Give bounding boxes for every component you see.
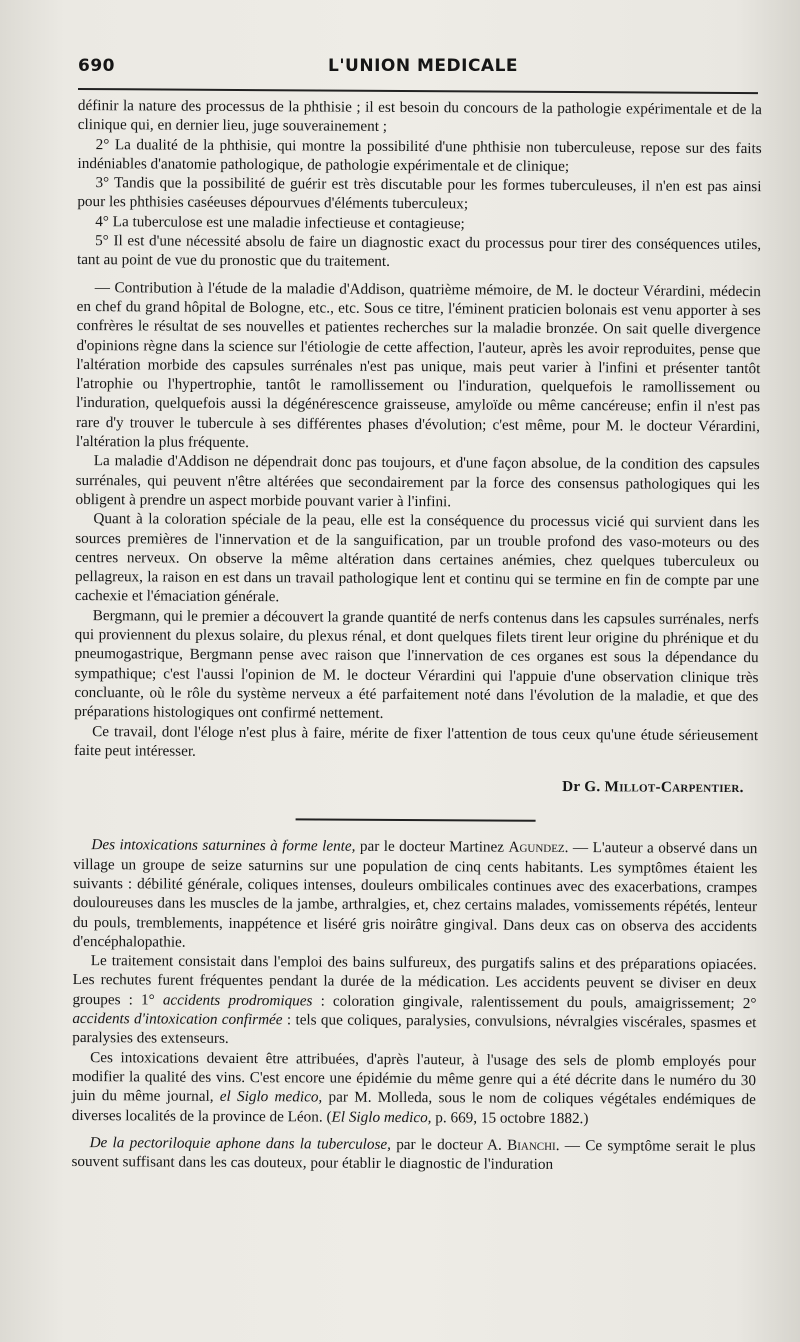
byline: par le docteur A.	[396, 1135, 502, 1154]
byline: par le docteur Martinez	[359, 838, 505, 857]
paragraph	[72, 951, 757, 1052]
header-rule	[78, 88, 758, 94]
paragraph-text: Ces intoxications devaient être attribuées, d'après l'auteur, à l'usage des sels de plomb employés pour modifier la qualité des vins. C'est encore une épidémie du même genre qui a été décrite dans le numéro du 30 juin du même journal,	[71, 1048, 757, 1106]
italic-term: accidents d'intoxication confirmée	[72, 1010, 283, 1029]
journal-title: L'UNION MEDICALE	[328, 56, 519, 76]
paragraph-text: — Ce symptôme serait le plus souvent suffisant dans les cas douteux, pour établir le diagnostic de l'induration	[71, 1136, 756, 1174]
author-name: Agundez.	[508, 839, 569, 857]
journal-citation: El Siglo medico,	[331, 1108, 432, 1126]
paragraph-text: : coloration gingivale, ralentissement du pouls, amaigrissement; 2°	[320, 992, 757, 1012]
paragraph-text: : tels que coliques, paralysies, convulsions, névralgies viscérales, spasmes et paralysies des extenseurs.	[72, 1011, 757, 1048]
signature-prefix: Dr G.	[562, 778, 601, 796]
page-header	[78, 56, 758, 86]
paragraph: Ce travail, dont l'éloge n'est plus à faire, mérite de fixer l'attention de tous ceux qu'une étude sérieusement faite peut intéresser.	[73, 722, 759, 760]
paragraph: Quant à la coloration spéciale de la peau, elle est la conséquence du processus vicié qui survient dans les sources premières de l'innervation et de la sanguification, par un trouble profond des vaso-moteurs ou des centres nerveux. On observe la même altération dans certaines anémies, chez quelques tuberculeux ou pellagreux, la raison en est dans un travail pathologique lent et continu qui se termine en fin de compte par une cachexie et l'émaciation générale.	[74, 510, 760, 606]
paragraph-text: — L'auteur a observé dans un village un groupe de seize saturnins sur une population de cinq cents habitants. Les symptômes étaient les suivants : débilité générale, coliques intenses, douleurs ombilicales continues avec des exacerbations, crampes douloureuses dans les muscles de la jambe, arthralgies, et, chez certains malades, vomissements répétés, lenteur du pouls, tremblements, inappétence et liséré gris noirâtre gingival. Dans deux cas on observa des accidents d'encéphalopathie.	[72, 839, 758, 951]
signature	[74, 774, 744, 797]
paragraph: définir la nature des processus de la phthisie ; il est besoin du concours de la pathologie expérimentale et de la clinique qui, en dernier lieu, juge souverainement ;	[77, 96, 762, 136]
page-number: 690	[78, 56, 115, 76]
paragraph-text: par M. Molleda, sous le nom de coliques végétales endémiques de diverses localités de la province de Léon. (	[71, 1088, 756, 1126]
paragraph-text: p. 669, 15 octobre 1882.)	[435, 1108, 589, 1127]
paragraph	[72, 1048, 756, 1129]
journal-citation: el Siglo medico,	[219, 1088, 323, 1106]
paragraph: 4° La tuberculose est une maladie infectieuse et contagieuse;	[95, 212, 465, 233]
paragraph: 5° Il est d'une nécessité absolu de faire un diagnostic exact du processus pour tirer des conséquences utiles, tant au point de vue du pronostic que du traitement.	[76, 232, 762, 271]
paragraph: — Contribution à l'étude de la maladie d'Addison, quatrième mémoire, de M. le docteur Vérardini, médecin en chef du grand hôpital de Bologne, etc., etc. Sous ce titre, l'éminent praticien bolonais est venu apporter à ses confrères le résultat de ses nouvelles et patientes recherches sur la maladie bronzée. On sait quelle divergence d'opinions règne dans la science sur l'étiologie de cette affection, l'auteur, après les avoir reproduites, pense que l'altération morbide des capsules surrénales n'est pas unique, mais peut varier à l'infini et présenter tantôt l'atrophie ou l'hypertrophie, tantôt le ramollissement ou l'induration, quelquefois le ramollissement ou l'induration, quelquefois aussi la dégénérescence graisseuse, amyloïde ou même cancéreuse; enfin il n'est pas rare d'y trouver le tubercule à ses différentes phases d'évolution; c'est même, pour M. le docteur Vérardini, l'altération la plus fréquente.	[75, 278, 761, 452]
paragraph-text: Le traitement consistait dans l'emploi des bains sulfureux, des purgatifs salins et des préparations opiacées. Les rechutes furent fréquentes pendant la durée de la médication. Les accidents peuvent se diviser en deux groupes : 1°	[72, 952, 757, 1009]
paragraph: Bergmann, qui le premier a découvert la grande quantité de nerfs contenus dans les capsules surrénales, nerfs qui proviennent du plexus solaire, du plexus rénal, et dont quelques filets tirent leur origine du phrénique et du pneumogastrique, Bergmann pense avec raison que l'innervation de ces organes est sous la dépendance du sympathique; c'est l'aussi l'opinion de M. le docteur Vérardini qui l'appuie d'une observation clinique très concluante, où le rôle du système nerveux a été parfaitement noté dans l'évolution de la maladie, et que des préparations histologiques ont confirmé nettement.	[74, 606, 759, 723]
italic-term: accidents prodromiques	[162, 991, 313, 1010]
text-column	[71, 96, 762, 1176]
paragraph: La maladie d'Addison ne dépendrait donc pas toujours, et d'une façon absolue, de la condition des capsules surrénales, qui peuvent n'être altérées que secondairement par la force des consensus pathologiques qui les obligent à prendre un aspect morbide pouvant varier à l'infini.	[75, 452, 760, 511]
paragraph	[71, 1133, 755, 1176]
paragraph	[73, 835, 758, 955]
signature-name: Millot-Carpentier.	[604, 778, 744, 797]
author-name: Bianchi.	[507, 1136, 560, 1154]
article-title: Des intoxications saturnines à forme lente,	[91, 836, 356, 856]
section-divider	[296, 819, 536, 822]
paragraph: 3° Tandis que la possibilité de guérir est très discutable pour les formes tuberculeuses, il n'en est pas ainsi pour les phthisies caséeuses dépourvues d'éléments tuberculeux;	[77, 174, 762, 213]
article-title: De la pectoriloquie aphone dans la tuberculose,	[89, 1133, 392, 1153]
paragraph: 2° La dualité de la phthisie, qui montre la possibilité d'une phthisie non tuberculeuse, repose sur des faits indéniables d'anatomie pathologique, de pathologie expérimentale et de clinique;	[77, 135, 762, 175]
